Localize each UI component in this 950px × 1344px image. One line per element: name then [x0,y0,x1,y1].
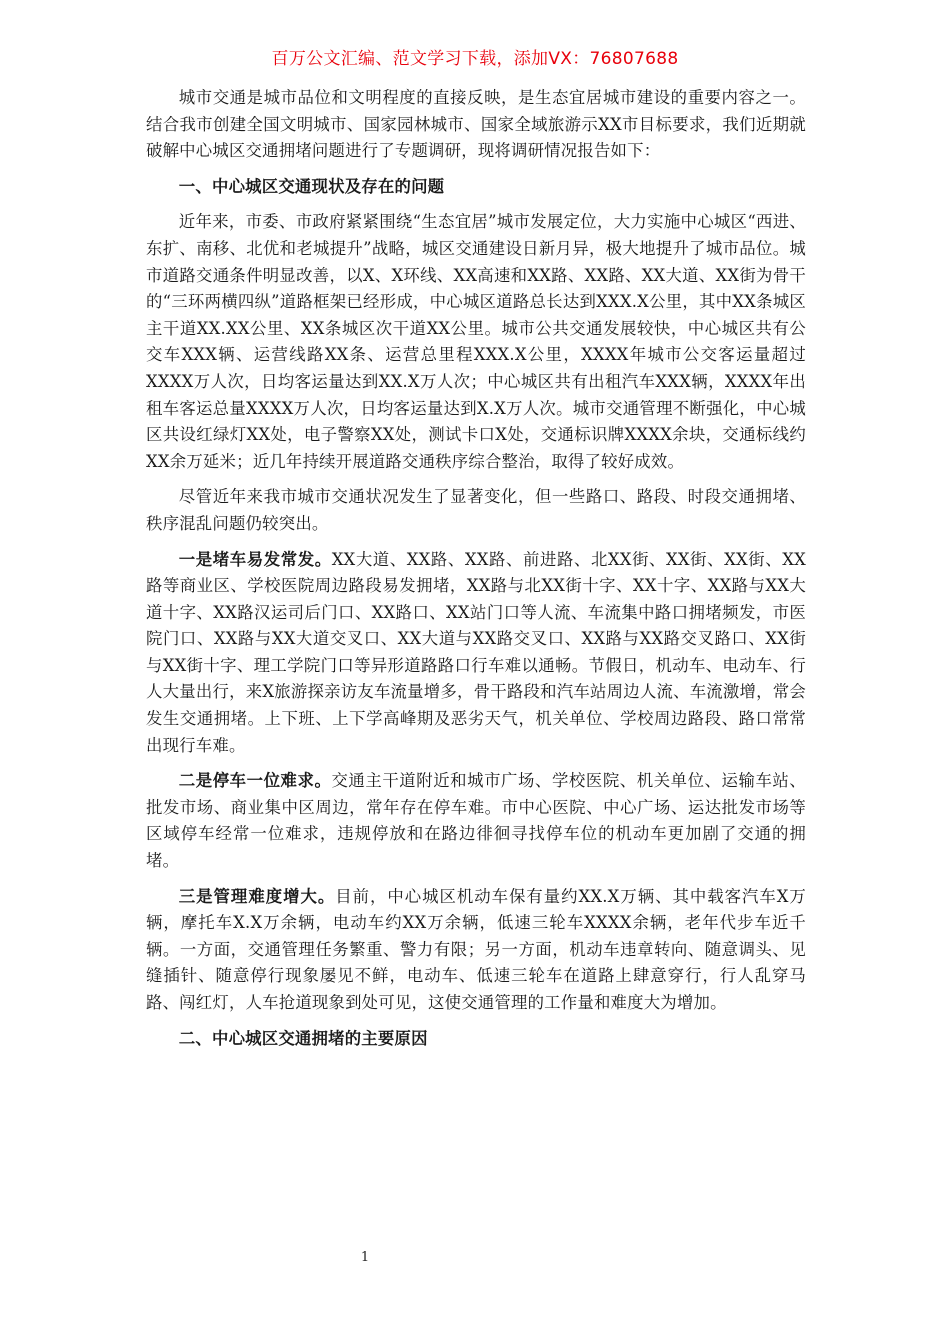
point-3-lead: 三是管理难度增大。 [178,886,336,906]
section-1-paragraph-2: 尽管近年来我市城市交通状况发生了显著变化，但一些路口、路段、时段交通拥堵、秩序混乱问题仍较突出。 [146,487,806,533]
point-1-lead: 一是堵车易发常发。 [178,549,332,569]
page-number: 1 [360,1250,370,1265]
document-body [146,85,806,1061]
point-1-text: XX大道、XX路、XX路、前进路、北XX街、XX街、XX街、XX路等商业区、学校医院周边路段易发拥堵，XX路与北XX街十字、XX十字、XX路与XX大道十字、XX路汉运司后门口、XX路口、XX站门口等人流、车流集中路口拥堵频发，市医院门口、XX路与XX大道交叉口、XX大道与XX路交叉口、XX路与XX路交叉路口、XX街与XX街十字、理工学院门口等异形道路路口行车难以通畅。节假日，机动车、电动车、行人大量出行，来X旅游探亲访友车流量增多，骨干路段和汽车站周边人流、车流激增，常会发生交通拥堵。上下班、上下学高峰期及恶劣天气，机关单位、学校周边路段、路口常常出现行车难。 [146,549,806,755]
section-1-heading: 一、中心城区交通现状及存在的问题 [178,176,445,196]
section-2-heading: 二、中心城区交通拥堵的主要原因 [178,1028,428,1048]
point-3-text: 目前，中心城区机动车保有量约XX.X万辆、其中载客汽车X万辆，摩托车X.X万余辆，电动车约XX万余辆，低速三轮车XXXX余辆，老年代步车近千辆。一方面，交通管理任务繁重、警力有限；另一方面，机动车违章转向、随意调头、见缝插针、随意停行现象屡见不鲜，电动车、低速三轮车在道路上肆意穿行，行人乱穿马路、闯红灯，人车抢道现象到处可见，这使交通管理的工作量和难度大为增加。 [146,886,806,1012]
intro-paragraph: 城市交通是城市品位和文明程度的直接反映，是生态宜居城市建设的重要内容之一。结合我市创建全国文明城市、国家园林城市、国家全域旅游示XX市目标要求，我们近期就破解中心城区交通拥堵问题进行了专题调研，现将调研情况报告如下： [146,88,806,161]
promo-banner: 百万公文汇编、范文学习下载，添加VX：76807688 [271,49,679,69]
point-2-paragraph [146,768,806,874]
section-1-paragraph-1: 近年来，市委、市政府紧紧围绕“生态宜居”城市发展定位，大力实施中心城区“西进、东扩、南移、北优和老城提升”战略，城区交通建设日新月异，极大地提升了城市品位。城市道路交通条件明显改善，以X、X环线、XX高速和XX路、XX路、XX大道、XX街为骨干的“三环两横四纵”道路框架已经形成，中心城区道路总长达到XXX.X公里，其中XX条城区主干道XX.XX公里、XX条城区次干道XX公里。城市公共交通发展较快，中心城区共有公交车XXX辆、运营线路XX条、运营总里程XXX.X公里，XXXX年城市公交客运量超过XXXX万人次，日均客运量达到XX.X万人次；中心城区共有出租汽车XXX辆，XXXX年出租车客运总量XXXX万人次，日均客运量达到X.X万人次。城市交通管理不断强化，中心城区共设红绿灯XX处，电子警察XX处，测试卡口X处，交通标识牌XXXX余块，交通标线约XX余万延米；近几年持续开展道路交通秩序综合整治，取得了较好成效。 [146,212,806,471]
point-2-lead: 二是停车一位难求。 [178,771,332,791]
point-2-text: 交通主干道附近和城市广场、学校医院、机关单位、运输车站、批发市场、商业集中区周边，常年存在停车难。市中心医院、中心广场、运达批发市场等区域停车经常一位难求，违规停放和在路边徘徊寻找停车位的机动车更加剧了交通的拥堵。 [146,771,806,871]
point-3-paragraph [146,884,806,1017]
point-1-paragraph [146,547,806,760]
